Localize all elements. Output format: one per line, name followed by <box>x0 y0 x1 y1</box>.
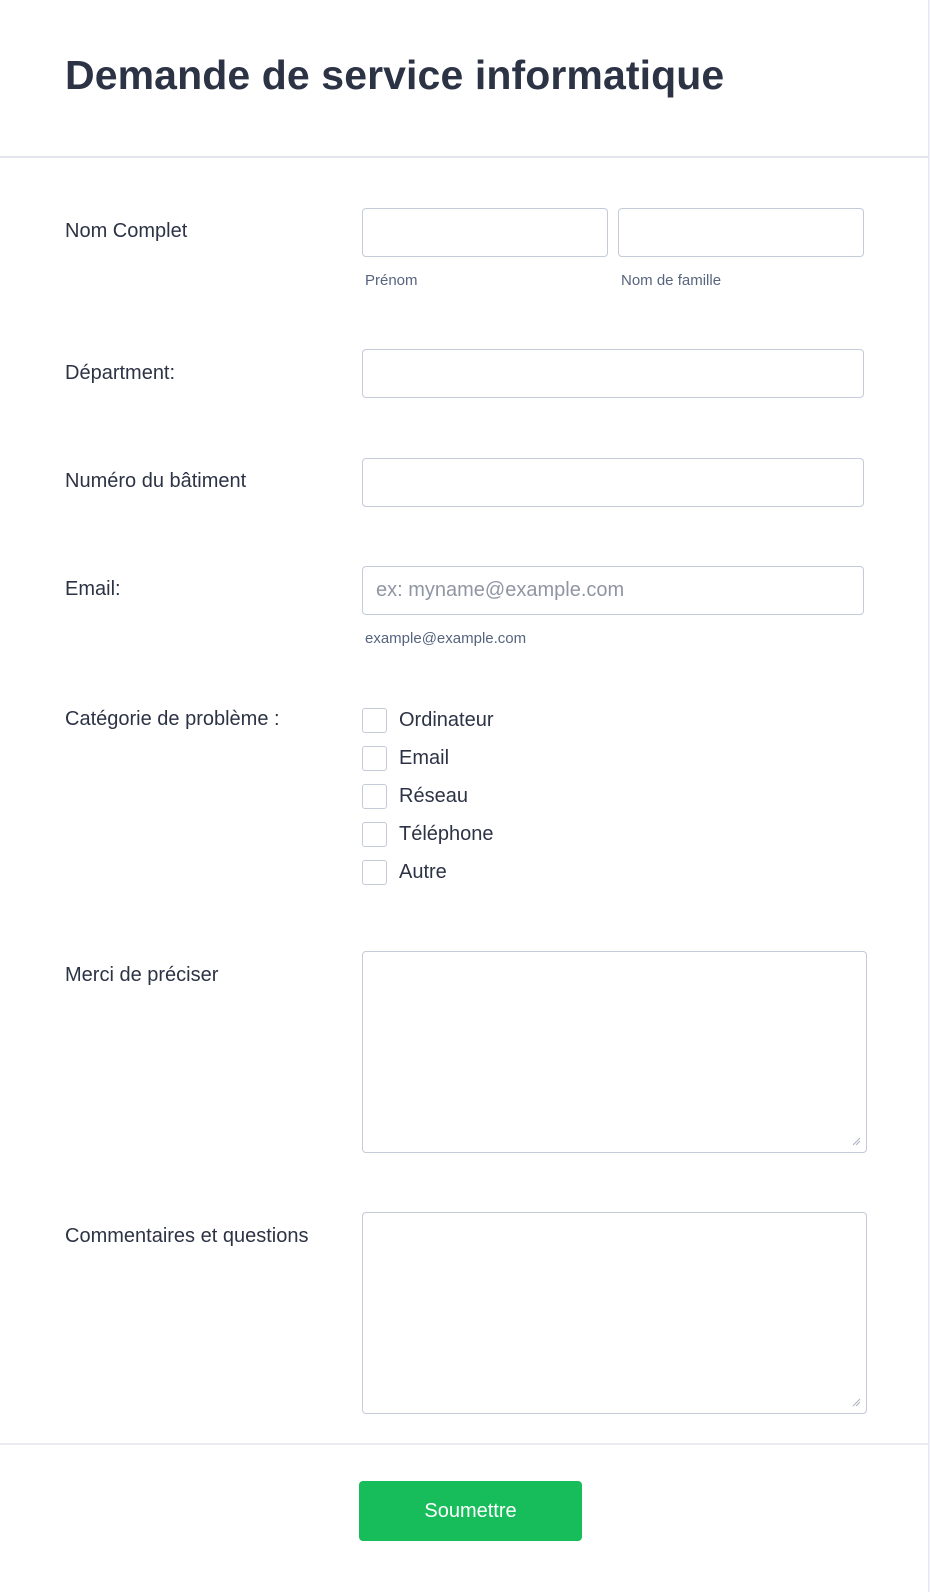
checkbox-label-telephone: Téléphone <box>399 822 494 845</box>
resize-grip-icon[interactable] <box>851 1136 861 1146</box>
full-name-label: Nom Complet <box>65 220 188 242</box>
checkbox-option-email[interactable] <box>362 745 449 771</box>
last-name-input[interactable] <box>618 208 864 257</box>
checkbox-email[interactable] <box>362 746 387 771</box>
comments-textarea[interactable] <box>362 1212 867 1414</box>
checkbox-label-reseau: Réseau <box>399 784 468 807</box>
checkbox-autre[interactable] <box>362 860 387 885</box>
checkbox-option-reseau[interactable] <box>362 783 468 809</box>
checkbox-label-ordinateur: Ordinateur <box>399 708 494 731</box>
footer-divider <box>0 1443 929 1445</box>
details-label: Merci de préciser <box>65 964 219 986</box>
checkbox-option-telephone[interactable] <box>362 821 494 847</box>
comments-label: Commentaires et questions <box>65 1225 309 1247</box>
email-input[interactable] <box>362 566 864 615</box>
first-name-sublabel: Prénom <box>365 272 418 289</box>
details-textarea[interactable] <box>362 951 867 1153</box>
department-label: Départment: <box>65 362 176 384</box>
email-label: Email: <box>65 578 121 600</box>
first-name-input[interactable] <box>362 208 608 257</box>
problem-category-label: Catégorie de problème : <box>65 708 280 730</box>
submit-button[interactable]: Soumettre <box>359 1481 582 1541</box>
last-name-sublabel: Nom de famille <box>621 272 722 289</box>
checkbox-label-email: Email <box>399 746 450 769</box>
building-number-label: Numéro du bâtiment <box>65 470 247 492</box>
checkbox-reseau[interactable] <box>362 784 387 809</box>
email-sublabel: example@example.com <box>365 630 527 647</box>
checkbox-option-autre[interactable] <box>362 859 447 885</box>
checkbox-label-autre: Autre <box>399 860 447 883</box>
checkbox-telephone[interactable] <box>362 822 387 847</box>
checkbox-ordinateur[interactable] <box>362 708 387 733</box>
page-title: Demande de service informatique <box>65 52 725 98</box>
form-header <box>0 0 929 158</box>
checkbox-option-ordinateur[interactable] <box>362 707 494 733</box>
department-input[interactable] <box>362 349 864 398</box>
resize-grip-icon[interactable] <box>851 1397 861 1407</box>
building-number-input[interactable] <box>362 458 864 507</box>
